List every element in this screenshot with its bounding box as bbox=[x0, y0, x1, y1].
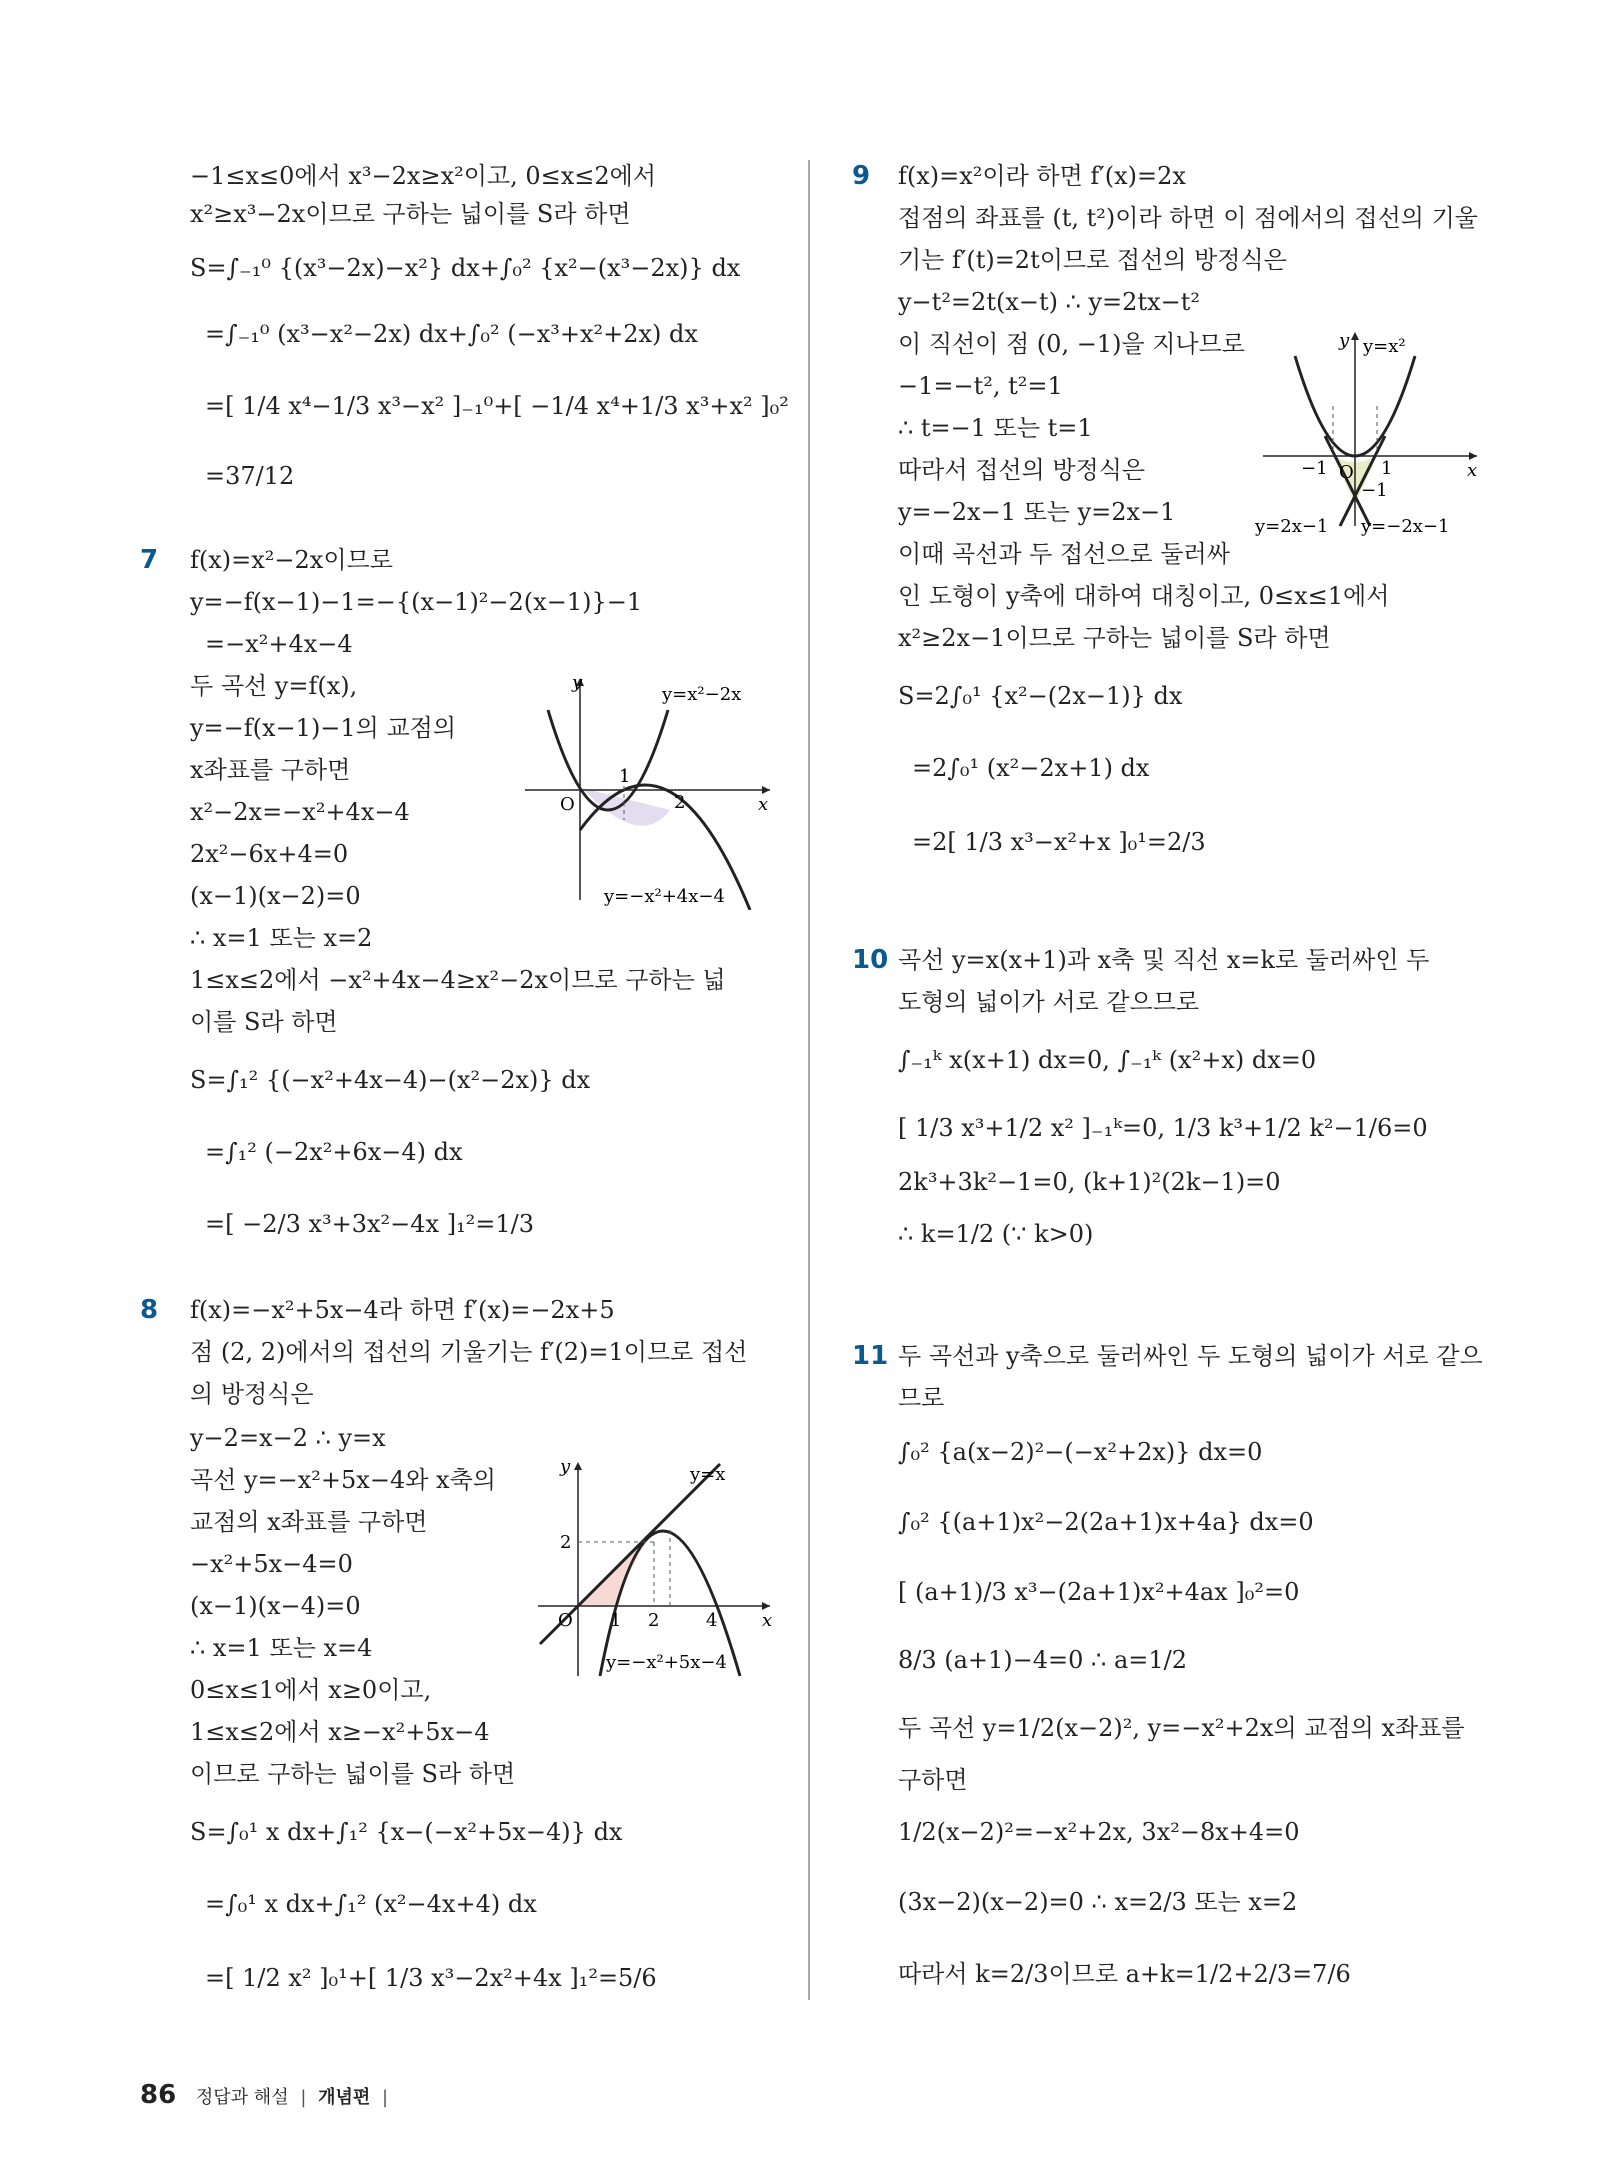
text-line: ∴ x=1 또는 x=2 bbox=[190, 924, 373, 952]
equation-line: =37/12 bbox=[205, 462, 295, 490]
origin-label: O bbox=[560, 794, 575, 815]
text-line: x²≥2x−1이므로 구하는 넓이를 S라 하면 bbox=[898, 624, 1331, 652]
text-line: 이때 곡선과 두 접선으로 둘러싸 bbox=[898, 540, 1230, 568]
equation-line: S=∫₋₁⁰ {(x³−2x)−x²} dx+∫₀² {x²−(x³−2x)} dx bbox=[190, 254, 741, 282]
text-line: ∴ t=−1 또는 t=1 bbox=[898, 414, 1093, 442]
text-line: 기는 f′(t)=2t이므로 접선의 방정식은 bbox=[898, 246, 1287, 274]
text-line: 2x²−6x+4=0 bbox=[190, 840, 349, 868]
equation-line: =[ 1/2 x² ]₀¹+[ 1/3 x³−2x²+4x ]₁²=5/6 bbox=[205, 1964, 657, 1992]
text-line: −x²+5x−4=0 bbox=[190, 1550, 353, 1578]
text-line: 교점의 x좌표를 구하면 bbox=[190, 1508, 428, 1536]
equation-line: =2[ 1/3 x³−x²+x ]₀¹=2/3 bbox=[912, 828, 1206, 856]
equation-line: =∫₁² (−2x²+6x−4) dx bbox=[205, 1138, 463, 1166]
problem-number: 9 bbox=[852, 161, 871, 191]
curve-label: y=x² bbox=[1363, 336, 1406, 357]
text-line: y−2=x−2 ∴ y=x bbox=[190, 1424, 386, 1452]
text-line: y=−f(x−1)−1=−{(x−1)²−2(x−1)}−1 bbox=[190, 588, 643, 616]
problem-number: 8 bbox=[140, 1295, 159, 1325]
tick-label: 4 bbox=[706, 1610, 718, 1631]
equation-line: 1/2(x−2)²=−x²+2x, 3x²−8x+4=0 bbox=[898, 1818, 1300, 1846]
tick-label: 1 bbox=[1381, 458, 1393, 479]
equation-line: =2∫₀¹ (x²−2x+1) dx bbox=[912, 754, 1150, 782]
text-line: 1≤x≤2에서 x≥−x²+5x−4 bbox=[190, 1718, 490, 1746]
text-line: 이 직선이 점 (0, −1)을 지나므로 bbox=[898, 330, 1245, 358]
curve-label: y=−x²+4x−4 bbox=[604, 886, 725, 907]
graph-problem-8 bbox=[530, 1456, 780, 1686]
text-line: y=−2x−1 또는 y=2x−1 bbox=[898, 498, 1176, 526]
tick-label: 2 bbox=[674, 792, 686, 813]
tick-label: 1 bbox=[619, 766, 631, 787]
text-line: f(x)=x²이라 하면 f′(x)=2x bbox=[898, 162, 1186, 190]
equation-line: S=∫₀¹ x dx+∫₁² {x−(−x²+5x−4)} dx bbox=[190, 1818, 623, 1846]
text-line: 인 도형이 y축에 대하여 대칭이고, 0≤x≤1에서 bbox=[898, 582, 1390, 610]
line-label: y=x bbox=[690, 1464, 726, 1485]
equation-line: (3x−2)(x−2)=0 ∴ x=2/3 또는 x=2 bbox=[898, 1888, 1298, 1916]
x-axis-label: x bbox=[758, 794, 769, 815]
equation-line: S=∫₁² {(−x²+4x−4)−(x²−2x)} dx bbox=[190, 1066, 591, 1094]
text-line: y=−f(x−1)−1의 교점의 bbox=[190, 714, 457, 742]
graph-problem-7 bbox=[520, 670, 780, 910]
line-label: y=−2x−1 bbox=[1361, 516, 1450, 537]
text-line: 곡선 y=−x²+5x−4와 x축의 bbox=[190, 1466, 496, 1494]
equation-line: 따라서 k=2/3이므로 a+k=1/2+2/3=7/6 bbox=[898, 1960, 1351, 1988]
text-line: 므로 bbox=[898, 1384, 945, 1412]
text-line: (x−1)(x−4)=0 bbox=[190, 1592, 361, 1620]
origin-label: O bbox=[558, 1610, 573, 1631]
text-line: 두 곡선 y=1/2(x−2)², y=−x²+2x의 교점의 x좌표를 bbox=[898, 1714, 1465, 1742]
origin-label: O bbox=[1339, 462, 1354, 483]
y-axis-label: y bbox=[1339, 330, 1350, 351]
y-axis-label: y bbox=[572, 672, 583, 693]
curve-label: y=x²−2x bbox=[662, 684, 742, 705]
text-line: 0≤x≤1에서 x≥0이고, bbox=[190, 1676, 432, 1704]
text-line: x²≥x³−2x이므로 구하는 넓이를 S라 하면 bbox=[190, 200, 631, 228]
text-line: 따라서 접선의 방정식은 bbox=[898, 456, 1146, 484]
equation-line: 8/3 (a+1)−4=0 ∴ a=1/2 bbox=[898, 1646, 1187, 1674]
text-line: 도형의 넓이가 서로 같으므로 bbox=[898, 988, 1200, 1016]
tick-label: 2 bbox=[560, 1532, 572, 1553]
graph-problem-9 bbox=[1255, 326, 1485, 546]
text-line: 1≤x≤2에서 −x²+4x−4≥x²−2x이므로 구하는 넓 bbox=[190, 966, 726, 994]
problem-number: 7 bbox=[140, 545, 159, 575]
equation-line: ∫₋₁ᵏ x(x+1) dx=0, ∫₋₁ᵏ (x²+x) dx=0 bbox=[898, 1046, 1317, 1074]
text-line: x좌표를 구하면 bbox=[190, 756, 351, 784]
problem-number: 11 bbox=[852, 1341, 889, 1371]
text-line: 두 곡선과 y축으로 둘러싸인 두 도형의 넓이가 서로 같으 bbox=[898, 1342, 1483, 1370]
tick-label: 2 bbox=[648, 1610, 660, 1631]
tick-label: −1 bbox=[1301, 458, 1328, 479]
equation-line: [ (a+1)/3 x³−(2a+1)x²+4ax ]₀²=0 bbox=[898, 1578, 1300, 1606]
equation-line: ∫₀² {a(x−2)²−(−x²+2x)} dx=0 bbox=[898, 1438, 1263, 1466]
tick-label: 1 bbox=[610, 1610, 622, 1631]
footer-separator: | bbox=[382, 2087, 389, 2108]
text-line: f(x)=−x²+5x−4라 하면 f′(x)=−2x+5 bbox=[190, 1296, 615, 1324]
footer-part: 개념편 bbox=[318, 2087, 371, 2108]
text-line: =−x²+4x−4 bbox=[205, 630, 353, 658]
footer-section: 정답과 해설 bbox=[195, 2087, 289, 2108]
equation-line: =∫₋₁⁰ (x³−x²−2x) dx+∫₀² (−x³+x²+2x) dx bbox=[205, 320, 698, 348]
curve-label: y=−x²+5x−4 bbox=[606, 1652, 727, 1673]
equation-line: ∫₀² {(a+1)x²−2(2a+1)x+4a} dx=0 bbox=[898, 1508, 1314, 1536]
text-line: 이므로 구하는 넓이를 S라 하면 bbox=[190, 1760, 516, 1788]
text-line: f(x)=x²−2x이므로 bbox=[190, 546, 393, 574]
column-divider bbox=[808, 160, 810, 2000]
text-line: −1≤x≤0에서 x³−2x≥x²이고, 0≤x≤2에서 bbox=[190, 162, 657, 190]
text-line: x²−2x=−x²+4x−4 bbox=[190, 798, 410, 826]
equation-line: 2k³+3k²−1=0, (k+1)²(2k−1)=0 bbox=[898, 1168, 1281, 1196]
text-line: 접점의 좌표를 (t, t²)이라 하면 이 점에서의 접선의 기울 bbox=[898, 204, 1478, 232]
equation-line: =∫₀¹ x dx+∫₁² (x²−4x+4) dx bbox=[205, 1890, 537, 1918]
line-label: y=2x−1 bbox=[1255, 516, 1329, 537]
footer-separator: | bbox=[300, 2087, 307, 2108]
equation-line: =[ −2/3 x³+3x²−4x ]₁²=1/3 bbox=[205, 1210, 535, 1238]
x-axis-label: x bbox=[1467, 460, 1478, 481]
equation-line: ∴ k=1/2 (∵ k>0) bbox=[898, 1220, 1094, 1248]
equation-line: =[ 1/4 x⁴−1/3 x³−x² ]₋₁⁰+[ −1/4 x⁴+1/3 x³+x² ]₀² bbox=[205, 392, 789, 420]
page-footer bbox=[140, 2080, 394, 2110]
text-line: (x−1)(x−2)=0 bbox=[190, 882, 361, 910]
equation-line: S=2∫₀¹ {x²−(2x−1)} dx bbox=[898, 682, 1183, 710]
text-line: 구하면 bbox=[898, 1766, 968, 1794]
x-axis-label: x bbox=[762, 1610, 773, 1631]
text-line: 점 (2, 2)에서의 접선의 기울기는 f′(2)=1이므로 접선 bbox=[190, 1338, 748, 1366]
tick-label: −1 bbox=[1361, 480, 1388, 501]
text-line: 의 방정식은 bbox=[190, 1380, 314, 1408]
text-line: 곡선 y=x(x+1)과 x축 및 직선 x=k로 둘러싸인 두 bbox=[898, 946, 1430, 974]
y-axis-label: y bbox=[560, 1456, 571, 1477]
equation-line: [ 1/3 x³+1/2 x² ]₋₁ᵏ=0, 1/3 k³+1/2 k²−1/6=0 bbox=[898, 1114, 1428, 1142]
text-line: 이를 S라 하면 bbox=[190, 1008, 338, 1036]
text-line: 두 곡선 y=f(x), bbox=[190, 672, 358, 700]
problem-number: 10 bbox=[852, 945, 889, 975]
text-line: ∴ x=1 또는 x=4 bbox=[190, 1634, 373, 1662]
text-line: y−t²=2t(x−t) ∴ y=2tx−t² bbox=[898, 288, 1200, 316]
page-number: 86 bbox=[140, 2080, 177, 2110]
text-line: −1=−t², t²=1 bbox=[898, 372, 1063, 400]
